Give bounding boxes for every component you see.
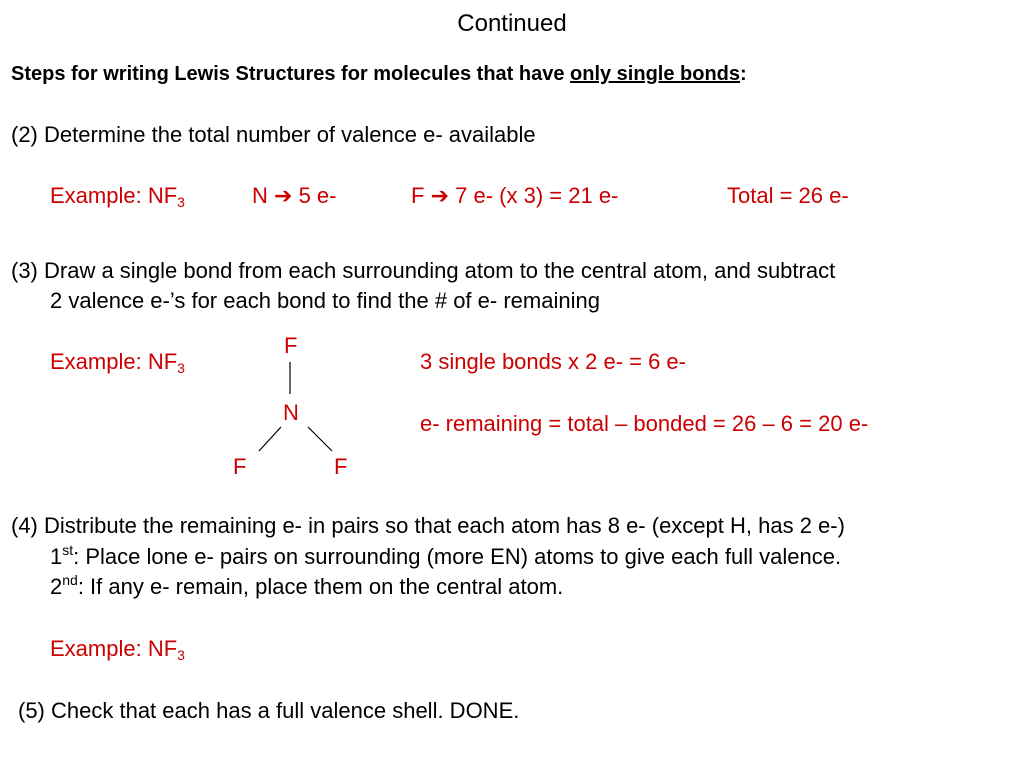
step3-bonds-calc: 3 single bonds x 2 e- = 6 e- — [420, 349, 686, 374]
step4-line3 — [50, 572, 564, 599]
bond-right — [308, 427, 332, 451]
step4-line2-text: : Place lone e- pairs on surrounding (more EN) atoms to give each full valence. — [73, 544, 842, 569]
step3-example-sub: 3 — [177, 360, 185, 376]
step4-line1: (4) Distribute the remaining e- in pairs so that each atom has 8 e- (except H, has 2 e-) — [11, 513, 845, 538]
step2-n-value: 5 e- — [298, 183, 337, 208]
right-arrow-icon: ➔ — [274, 183, 293, 208]
heading-underlined: only single bonds — [570, 63, 741, 85]
step2-example-label: Example: NF — [50, 183, 178, 208]
step3-remaining-calc: e- remaining = total – bonded = 26 – 6 = 20 e- — [420, 411, 869, 436]
step4-line2-sup: st — [62, 542, 74, 558]
slide-title: Continued — [457, 10, 567, 37]
step3-line1: (3) Draw a single bond from each surrounding atom to the central atom, and subtract — [11, 258, 836, 283]
heading-text: Steps for writing Lewis Structures for molecules that have — [11, 63, 571, 85]
step2-total: Total = 26 e- — [727, 183, 849, 208]
right-arrow-icon: ➔ — [430, 183, 450, 208]
step4-line3-text: : If any e- remain, place them on the central atom. — [77, 574, 564, 599]
bond-left — [259, 427, 281, 451]
atom-n-center: N — [283, 400, 299, 425]
step3-example-label: Example: NF — [50, 349, 178, 374]
step5-text: (5) Check that each has a full valence shell. DONE. — [18, 698, 520, 723]
step4-line3-sup: nd — [62, 572, 78, 588]
step2-f-value: 7 e- (x 3) = 21 e- — [455, 183, 619, 208]
atom-f-right: F — [334, 454, 348, 479]
atom-f-left: F — [233, 454, 247, 479]
step4-example-sub: 3 — [177, 647, 185, 663]
step4-line3-num: 2 — [50, 574, 63, 599]
step2-example-sub: 3 — [177, 194, 185, 210]
step4-example-label: Example: NF — [50, 636, 178, 661]
step3-line2: 2 valence e-’s for each bond to find the # of e- remaining — [50, 288, 600, 313]
step4-line2-num: 1 — [50, 544, 63, 569]
heading-suffix: : — [740, 63, 747, 85]
atom-f-top: F — [284, 333, 298, 358]
step4-line2 — [50, 542, 842, 569]
step2-n-label: N — [252, 183, 268, 208]
step2-text: (2) Determine the total number of valence e- available — [11, 122, 536, 147]
step2-f-label: F — [411, 183, 425, 208]
step4-example — [50, 636, 185, 663]
